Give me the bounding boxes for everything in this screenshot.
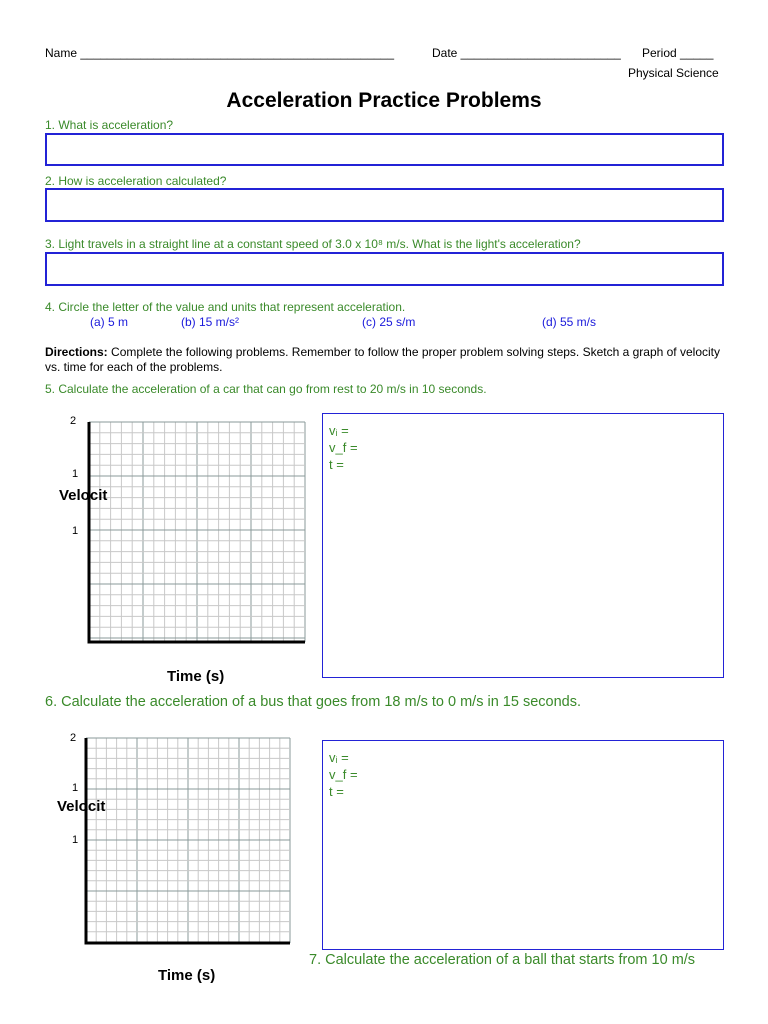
initial-velocity-line: vᵢ = xyxy=(329,423,349,438)
graph-2-grid xyxy=(56,730,296,975)
answer-box-1[interactable] xyxy=(45,133,724,166)
graph-1[interactable] xyxy=(56,410,316,685)
work-box-5[interactable] xyxy=(322,413,724,678)
graph-2-ytick: 1 xyxy=(72,834,79,846)
directions-text: Complete the following problems. Remember to follow the proper problem solving steps. Sketch a graph of velocity vs. time for each of the problems. xyxy=(45,345,720,374)
page-title: Acceleration Practice Problems xyxy=(226,89,542,112)
question-3: 3. Light travels in a straight line at a constant speed of 3.0 x 10⁸ m/s. What is the light's acceleration? xyxy=(45,237,581,251)
course-label: Physical Science xyxy=(628,66,719,80)
graph-1-y-label: Velocit xyxy=(59,487,108,504)
graph-1-ytick: 2 xyxy=(70,415,77,427)
time-line: t = xyxy=(329,457,344,472)
period-line[interactable]: Period _____ xyxy=(642,46,714,60)
graph-2-x-label: Time (s) xyxy=(158,967,216,984)
question-4: 4. Circle the letter of the value and units that represent acceleration. xyxy=(45,300,406,314)
option-c[interactable]: (c) 25 s/m xyxy=(362,315,416,329)
final-velocity-line: v_f = xyxy=(329,767,358,782)
name-line[interactable]: Name _______________________________________________ xyxy=(45,46,395,60)
graph-2-ytick: 1 xyxy=(72,782,79,794)
problem-6: 6. Calculate the acceleration of a bus that goes from 18 m/s to 0 m/s in 15 seconds. xyxy=(45,694,581,710)
graph-1-grid xyxy=(56,410,316,680)
graph-1-x-label: Time (s) xyxy=(167,668,225,685)
work-box-6[interactable] xyxy=(322,740,724,950)
graph-2-ytick: 2 xyxy=(70,732,77,744)
graph-1-ytick: 1 xyxy=(72,468,79,480)
time-line: t = xyxy=(329,784,344,799)
initial-velocity-line: vᵢ = xyxy=(329,750,349,765)
question-1: 1. What is acceleration? xyxy=(45,118,174,132)
graph-1-ytick: 1 xyxy=(72,525,79,537)
graph-2-y-label: Velocit xyxy=(57,798,106,815)
problem-5: 5. Calculate the acceleration of a car that can go from rest to 20 m/s in 10 seconds. xyxy=(45,382,487,396)
option-a[interactable]: (a) 5 m xyxy=(90,315,129,329)
problem-7: 7. Calculate the acceleration of a ball that starts from 10 m/s xyxy=(309,952,696,968)
final-velocity-line: v_f = xyxy=(329,440,358,455)
question-2: 2. How is acceleration calculated? xyxy=(45,174,227,188)
date-line[interactable]: Date ________________________ xyxy=(432,46,621,60)
option-d[interactable]: (d) 55 m/s xyxy=(542,315,597,329)
answer-box-3[interactable] xyxy=(45,252,724,286)
option-b[interactable]: (b) 15 m/s² xyxy=(181,315,240,329)
graph-2[interactable] xyxy=(56,730,296,984)
directions xyxy=(45,345,725,375)
directions-label: Directions: xyxy=(45,345,108,359)
answer-box-2[interactable] xyxy=(45,188,724,222)
